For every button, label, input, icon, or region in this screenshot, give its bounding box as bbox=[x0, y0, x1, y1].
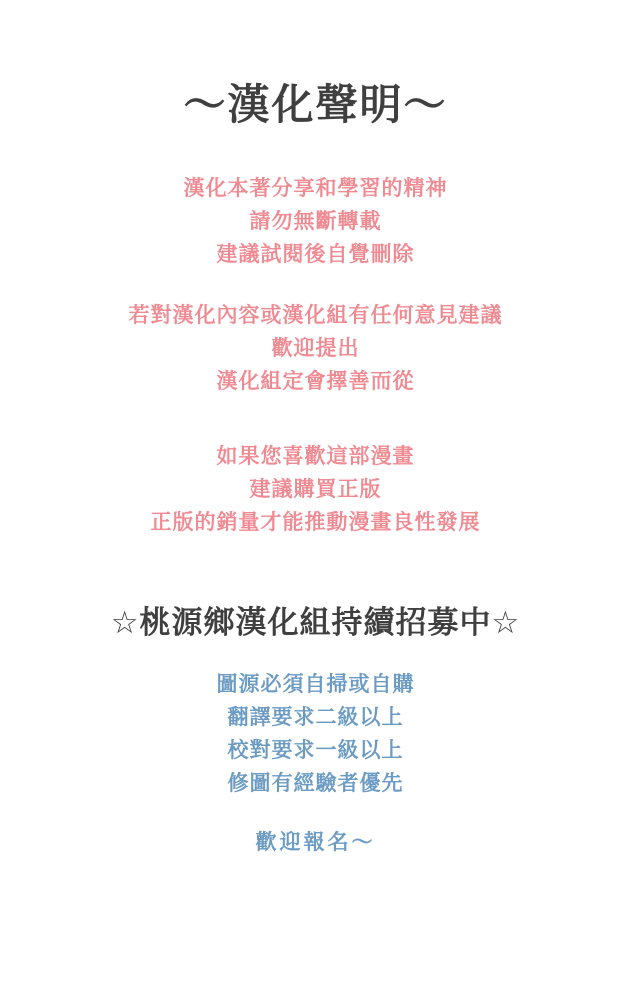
recruitment-line: 翻譯要求二級以上 bbox=[227, 706, 404, 730]
recruitment-title: ☆桃源鄉漢化組持續招募中☆ bbox=[110, 605, 521, 641]
page-title: ～漢化聲明～ bbox=[183, 81, 448, 128]
notice-line: 如果您喜歡這部漫畫 bbox=[216, 445, 415, 469]
notice-line: 請勿無斷轉載 bbox=[249, 210, 382, 234]
notice-block-support-official bbox=[0, 440, 631, 539]
recruitment-line: 歡迎報名～ bbox=[255, 831, 376, 855]
recruitment-line: 修圖有經驗者優先 bbox=[227, 772, 404, 796]
recruitment-requirements bbox=[0, 668, 631, 800]
recruitment-line: 校對要求一級以上 bbox=[227, 739, 404, 763]
recruitment-call-to-action bbox=[0, 826, 631, 859]
notice-line: 建議購買正版 bbox=[249, 478, 382, 502]
notice-line: 若對漢化內容或漢化組有任何意見建議 bbox=[128, 304, 503, 328]
notice-line: 漢化本著分享和學習的精神 bbox=[183, 177, 448, 201]
recruitment-line: 圖源必須自掃或自購 bbox=[216, 673, 415, 697]
notice-line: 建議試閱後自覺刪除 bbox=[216, 243, 415, 267]
notice-line: 正版的銷量才能推動漫畫良性發展 bbox=[150, 511, 481, 535]
notice-block-sharing-spirit bbox=[0, 172, 631, 271]
notice-line: 歡迎提出 bbox=[271, 337, 360, 361]
notice-block-feedback bbox=[0, 299, 631, 398]
notice-line: 漢化組定會擇善而從 bbox=[216, 370, 415, 394]
